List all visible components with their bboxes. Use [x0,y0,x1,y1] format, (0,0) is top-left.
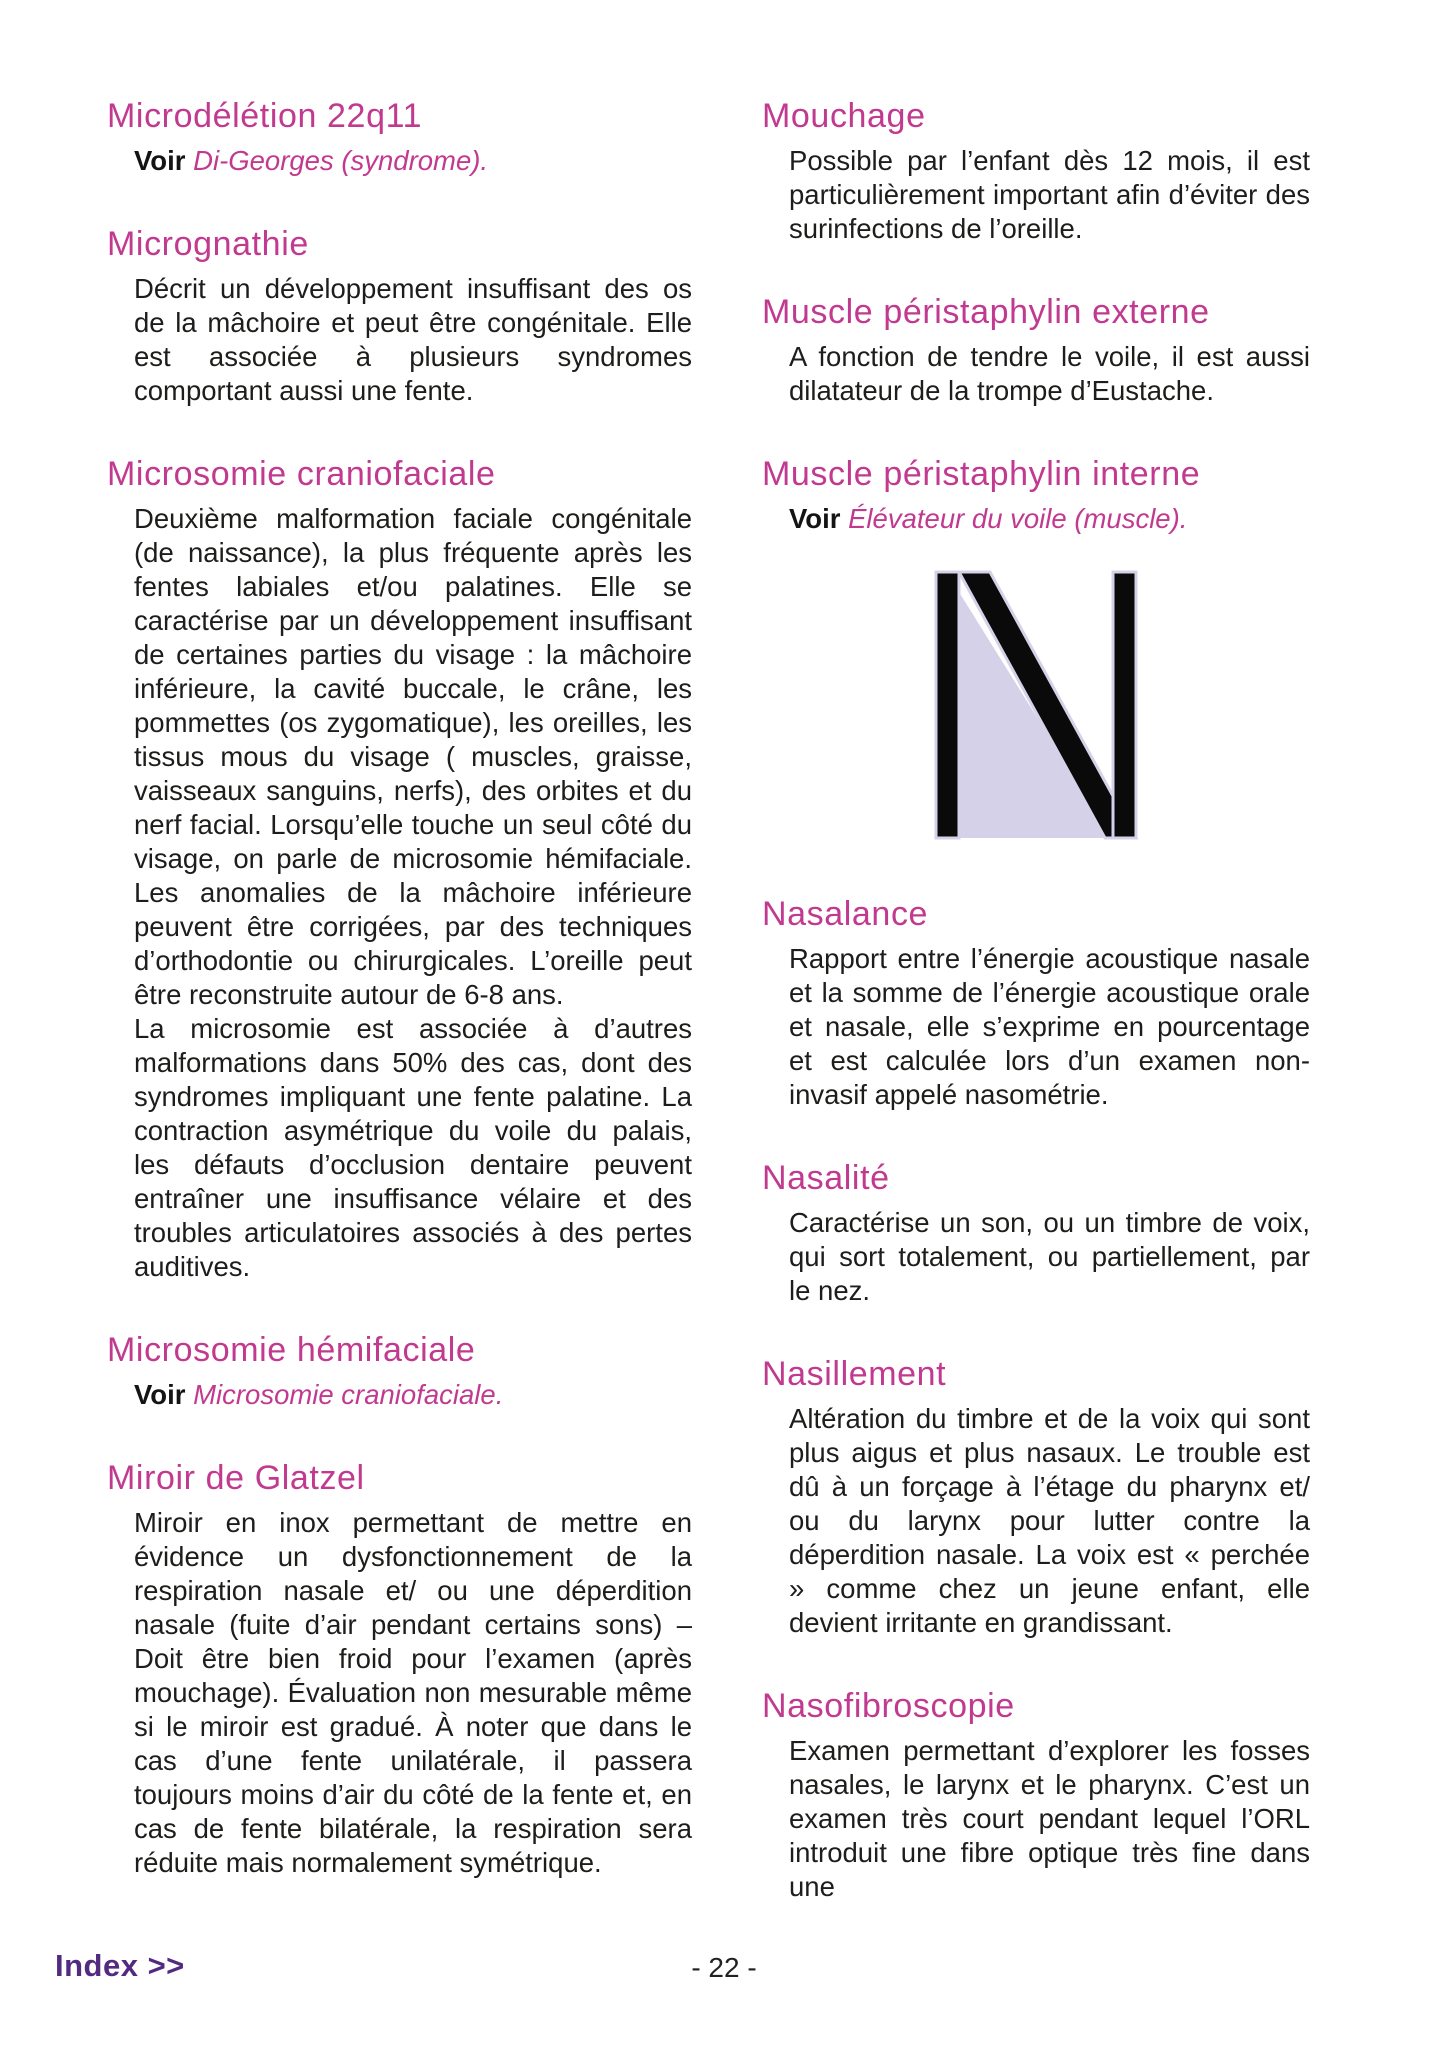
cross-reference-link[interactable]: Di-Georges (syndrome). [193,145,489,176]
glossary-entry [762,454,1310,536]
term-heading: Microdélétion 22q11 [107,97,423,135]
page-number: - 22 - [691,1952,757,1983]
term-heading: Nasillement [762,1355,947,1393]
glossary-entry [107,454,692,1284]
definition-paragraph: Rapport entre l’énergie acoustique nasale et la somme de l’énergie acoustique orale et nasale, elle s’exprime en pourcentage et est calculée lors d’un examen non-invasif appelé nasométrie. [789,943,1310,1110]
cross-reference-link[interactable]: Élévateur du voile (muscle). [848,503,1188,534]
definition-paragraph: Caractérise un son, ou un timbre de voix, qui sort totalement, ou partiellement, par le nez. [789,1207,1310,1306]
glossary-entry [762,96,1310,246]
letter-n-right-stem [1113,572,1136,838]
definition-paragraph: La microsomie est associée à d’autres malformations dans 50% des cas, dont des syndromes impliquant une fente palatine. La contraction asymétrique du voile du palais, les défauts d’occlusion dentaire peuvent entraîner une insuffisance vélaire et des troubles articulatoires associés à des pertes auditives. [134,1013,692,1282]
glossary-entry [107,1458,692,1880]
definition-paragraph: Deuxième malformation faciale congénitale (de naissance), la plus fréquente après les fentes labiales et/ou palatines. Elle se caractérise par un développement insuffisant de certaines parties du visage : la mâchoire inférieure, la cavité buccale, le crâne, les pommettes (os zygomatique), les oreilles, les tissus mous du visage ( muscles, graisse, vaisseaux sanguins, nerfs), des orbites et du nerf facial. Lorsqu’elle touche un seul côté du visage, on parle de microsomie hémifaciale. Les anomalies de la mâchoire inférieure peuvent être corrigées, par des techniques d’orthodontie ou chirurgicales. L’oreille peut être reconstruite autour de 6-8 ans. [134,503,692,1010]
left-column [107,96,692,1880]
term-heading: Miroir de Glatzel [107,1459,365,1497]
see-reference [762,502,1310,536]
cross-reference-link[interactable]: Microsomie craniofaciale. [193,1379,504,1410]
see-reference [107,144,692,178]
term-heading: Mouchage [762,97,926,135]
glossary-entry [762,1354,1310,1640]
glossary-entry [762,292,1310,408]
term-heading: Muscle péristaphylin externe [762,293,1210,331]
see-label: Voir [134,145,186,176]
term-heading: Muscle péristaphylin interne [762,455,1201,493]
term-heading: Micrognathie [107,225,309,263]
section-letter-n [930,570,1142,842]
term-heading: Nasalance [762,895,929,933]
see-label: Voir [789,503,841,534]
letter-n-left-stem [936,572,959,838]
glossary-entry [107,224,692,408]
term-heading: Nasalité [762,1159,890,1197]
term-heading: Microsomie hémifaciale [107,1331,476,1369]
definition-paragraph: A fonction de tendre le voile, il est aussi dilatateur de la trompe d’Eustache. [789,341,1310,406]
definition-paragraph: Possible par l’enfant dès 12 mois, il est particulièrement important afin d’éviter des surinfections de l’oreille. [789,145,1310,244]
definition-paragraph: Miroir en inox permettant de mettre en évidence un dysfonctionnement de la respiration nasale et/ ou une déperdition nasale (fuite d’air pendant certains sons) – Doit être bien froid pour l’examen (après mouchage). Évaluation non mesurable même si le miroir est gradué. À noter que dans le cas d’une fente unilatérale, il passera toujours moins d’air du côté de la fente et, en cas de fente bilatérale, la respiration sera réduite mais normalement symétrique. [134,1507,692,1878]
glossary-entry [762,1686,1310,1904]
right-column [762,96,1310,1904]
definition-paragraph: Altération du timbre et de la voix qui sont plus aigus et plus nasaux. Le trouble est dû à un forçage à l’étage du pharynx et/ ou du larynx pour lutter contre la déperdition nasale. La voix est « perchée » comme chez un jeune enfant, elle devient irritante en grandissant. [789,1403,1310,1638]
glossary-entry [762,1158,1310,1308]
definition-paragraph: Décrit un développement insuffisant des os de la mâchoire et peut être congénitale. Elle est associée à plusieurs syndromes comportant aussi une fente. [134,273,692,406]
term-heading: Microsomie craniofaciale [107,455,496,493]
see-label: Voir [134,1379,186,1410]
see-reference [107,1378,692,1412]
glossary-entry [762,894,1310,1112]
glossary-entry [107,96,692,178]
glossary-entry [107,1330,692,1412]
index-link[interactable]: Index >> [55,1948,185,1983]
definition-paragraph: Examen permettant d’explorer les fosses nasales, le larynx et le pharynx. C’est un examen très court pendant lequel l’ORL introduit une fibre optique très fine dans une [789,1735,1310,1902]
letter-n-graphic [930,570,1142,842]
term-heading: Nasofibroscopie [762,1687,1015,1725]
